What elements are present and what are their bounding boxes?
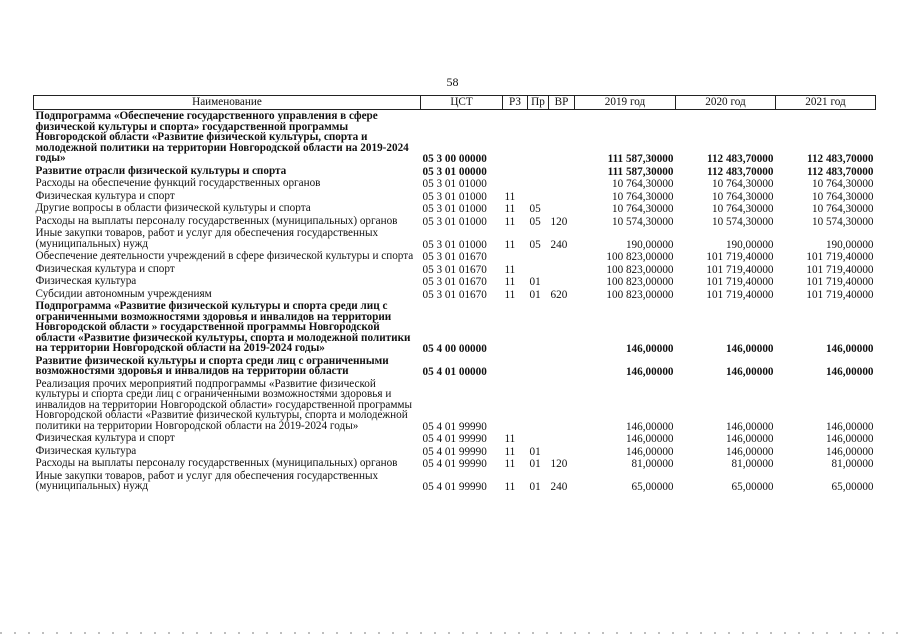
row-name: Реализация прочих мероприятий подпрограммы «Развитие физической культуры и спорта среди лиц с ограниченными возможностями здоровья и инвалидов на территории Новгородской области» государственной программы Новгородской области «Развитие физической культуры, спорта и молодежной политики на территории Новгородской области на 2019-2024 годы» <box>35 377 413 432</box>
row-pr: 01 <box>529 458 541 470</box>
row-2021: 146,00000 <box>825 366 874 378</box>
row-2020: 146,00000 <box>725 343 774 355</box>
row-name: Физическая культура и спорт <box>35 432 175 444</box>
table-row <box>34 378 876 433</box>
row-cst: 05 4 01 00000 <box>422 366 487 378</box>
row-2019: 146,00000 <box>625 366 674 378</box>
row-vr: 120 <box>550 458 568 470</box>
row-cst: 05 3 01 01670 <box>422 276 487 288</box>
row-cst: 05 3 01 01670 <box>422 263 487 276</box>
row-2021: 101 719,40000 <box>806 288 874 301</box>
row-cst: 05 3 01 01000 <box>422 215 487 228</box>
row-cst: 05 4 01 99990 <box>422 481 487 493</box>
row-2019: 100 823,00000 <box>606 251 674 263</box>
table-row <box>34 300 876 355</box>
row-pr <box>528 355 549 378</box>
table-row <box>34 250 876 263</box>
row-2021: 112 483,70000 <box>806 153 874 165</box>
row-vr: 120 <box>550 215 568 228</box>
row-2019: 65,00000 <box>631 481 674 493</box>
row-2019: 146,00000 <box>625 343 674 355</box>
header-rz: РЗ <box>503 96 528 110</box>
row-cst: 05 4 00 00000 <box>422 343 487 355</box>
header-vr: ВР <box>549 96 575 110</box>
row-pr <box>528 378 549 433</box>
row-vr <box>549 445 575 458</box>
row-2020: 101 719,40000 <box>706 288 774 301</box>
row-rz: 11 <box>504 190 516 203</box>
row-pr <box>528 190 549 203</box>
row-2019: 190,00000 <box>625 238 674 251</box>
row-rz <box>503 250 528 263</box>
row-name: Иные закупки товаров, работ и услуг для обеспечения государственных (муниципальных) нужд <box>35 469 379 492</box>
row-2019: 111 587,30000 <box>607 165 674 178</box>
row-cst: 05 3 01 01000 <box>422 190 487 203</box>
row-2020: 112 483,70000 <box>706 153 774 165</box>
row-pr: 01 <box>529 288 541 301</box>
row-rz: 11 <box>504 276 516 288</box>
row-pr: 01 <box>529 445 541 458</box>
table-row <box>34 190 876 203</box>
row-pr <box>528 263 549 276</box>
row-rz <box>503 378 528 433</box>
row-rz: 11 <box>504 238 516 251</box>
row-cst: 05 3 01 00000 <box>422 165 487 178</box>
table-row <box>34 177 876 190</box>
table-row <box>34 355 876 378</box>
row-rz <box>503 110 528 165</box>
row-2021: 146,00000 <box>825 445 874 458</box>
row-name: Физическая культура <box>35 275 137 287</box>
row-cst: 05 3 01 01000 <box>422 238 487 251</box>
header-2021: 2021 год <box>776 96 876 110</box>
row-pr <box>528 110 549 165</box>
row-2021: 10 764,30000 <box>811 203 874 215</box>
row-cst: 05 3 01 01000 <box>422 203 487 215</box>
row-2019: 10 764,30000 <box>611 190 674 203</box>
row-cst: 05 4 01 99990 <box>422 420 487 433</box>
row-vr <box>549 300 575 355</box>
row-vr <box>549 190 575 203</box>
row-name: Субсидии автономным учреждениям <box>35 287 212 300</box>
row-2020: 146,00000 <box>725 420 774 433</box>
row-pr <box>528 177 549 190</box>
row-2021: 10 764,30000 <box>811 178 874 190</box>
row-2019: 10 764,30000 <box>611 203 674 215</box>
row-2020: 101 719,40000 <box>706 263 774 276</box>
row-name: Другие вопросы в области физической культуры и спорта <box>35 202 311 214</box>
table-row <box>34 215 876 228</box>
table-row <box>34 457 876 470</box>
row-name: Расходы на выплаты персоналу государственных (муниципальных) органов <box>35 214 398 227</box>
row-pr: 05 <box>529 215 541 228</box>
table-row <box>34 202 876 215</box>
row-2019: 146,00000 <box>625 420 674 433</box>
row-rz: 11 <box>504 445 516 458</box>
row-2020: 10 764,30000 <box>711 190 774 203</box>
row-rz: 11 <box>504 433 516 445</box>
row-2020: 146,00000 <box>725 433 774 445</box>
row-vr: 240 <box>550 238 568 251</box>
row-vr: 620 <box>550 288 568 301</box>
row-2021: 112 483,70000 <box>806 165 874 178</box>
row-2021: 146,00000 <box>825 433 874 445</box>
row-pr: 05 <box>529 203 541 215</box>
row-vr <box>549 275 575 288</box>
row-pr: 01 <box>529 481 541 493</box>
row-2019: 146,00000 <box>625 445 674 458</box>
row-2021: 10 574,30000 <box>811 215 874 228</box>
row-vr <box>549 202 575 215</box>
row-name: Расходы на выплаты персоналу государственных (муниципальных) органов <box>35 457 398 469</box>
row-vr <box>549 165 575 178</box>
budget-table <box>33 95 876 493</box>
row-name: Подпрограмма «Обеспечение государственного управления в сфере физической культуры и спорта» государственной программы Новгородской области «Развитие физической культуры, спорта и молодежной политики на территории Новгородской области на 2019-2024 годы» <box>35 110 409 164</box>
table-row <box>34 288 876 301</box>
row-name: Обеспечение деятельности учреждений в сфере физической культуры и спорта <box>35 250 414 262</box>
row-rz: 11 <box>504 288 516 301</box>
row-2021: 65,00000 <box>831 481 874 493</box>
table-row <box>34 275 876 288</box>
row-2020: 10 764,30000 <box>711 178 774 190</box>
row-vr <box>549 432 575 445</box>
row-2019: 81,00000 <box>631 458 674 470</box>
header-name: Наименование <box>34 96 421 110</box>
row-2019: 100 823,00000 <box>606 263 674 276</box>
header-pr: Пр <box>528 96 549 110</box>
table-row <box>34 432 876 445</box>
row-pr <box>528 165 549 178</box>
header-2020: 2020 год <box>676 96 776 110</box>
row-rz: 11 <box>504 458 516 470</box>
row-cst: 05 3 01 01000 <box>422 178 487 190</box>
row-pr: 01 <box>529 276 541 288</box>
row-2020: 146,00000 <box>725 366 774 378</box>
row-rz <box>503 165 528 178</box>
row-2020: 65,00000 <box>731 481 774 493</box>
row-cst: 05 3 01 01670 <box>422 251 487 263</box>
row-vr: 240 <box>550 481 568 493</box>
row-2021: 101 719,40000 <box>806 251 874 263</box>
row-vr <box>549 177 575 190</box>
row-name: Расходы на обеспечение функций государственных органов <box>35 177 321 189</box>
row-name: Подпрограмма «Развитие физической культуры и спорта среди лиц с ограниченными возможностями здоровья и инвалидов на территории Новгородской области » государственной программы Новгородской области «Развитие физической культуры, спорта и молодежной политики на территории Новгородской области на 2019-2024 годы» <box>35 300 411 354</box>
row-2020: 101 719,40000 <box>706 251 774 263</box>
table-body <box>34 110 876 493</box>
table-row <box>34 227 876 250</box>
row-2020: 10 574,30000 <box>711 215 774 228</box>
row-rz: 11 <box>504 263 516 276</box>
row-name: Физическая культура и спорт <box>35 189 175 202</box>
row-name: Физическая культура <box>35 444 137 457</box>
table-header-row <box>34 96 876 110</box>
row-vr <box>549 263 575 276</box>
row-vr <box>549 250 575 263</box>
table-row <box>34 165 876 178</box>
row-2021: 146,00000 <box>825 343 874 355</box>
row-vr <box>549 110 575 165</box>
table-row <box>34 470 876 493</box>
row-2021: 101 719,40000 <box>806 263 874 276</box>
row-name: Развитие отрасли физической культуры и спорта <box>35 164 287 177</box>
row-rz <box>503 300 528 355</box>
row-2019: 100 823,00000 <box>606 288 674 301</box>
row-rz: 11 <box>504 215 516 228</box>
row-2020: 146,00000 <box>725 445 774 458</box>
header-cst: ЦСТ <box>421 96 503 110</box>
row-2019: 100 823,00000 <box>606 276 674 288</box>
row-rz <box>503 177 528 190</box>
table-row <box>34 110 876 165</box>
row-cst: 05 4 01 99990 <box>422 433 487 445</box>
row-2019: 10 764,30000 <box>611 178 674 190</box>
header-2019: 2019 год <box>575 96 676 110</box>
row-vr <box>549 378 575 433</box>
row-2020: 190,00000 <box>725 238 774 251</box>
row-2021: 146,00000 <box>825 420 874 433</box>
row-2019: 111 587,30000 <box>607 153 674 165</box>
row-name: Иные закупки товаров, работ и услуг для обеспечения государственных (муниципальных) нужд <box>35 227 379 250</box>
row-2019: 10 574,30000 <box>611 215 674 228</box>
row-pr <box>528 300 549 355</box>
row-2021: 190,00000 <box>825 238 874 251</box>
scan-edge-artifact <box>0 632 905 634</box>
row-pr <box>528 250 549 263</box>
row-2019: 146,00000 <box>625 433 674 445</box>
row-2021: 101 719,40000 <box>806 276 874 288</box>
table-row <box>34 445 876 458</box>
row-2021: 10 764,30000 <box>811 190 874 203</box>
row-name: Физическая культура и спорт <box>35 262 175 275</box>
row-cst: 05 4 01 99990 <box>422 445 487 458</box>
row-pr: 05 <box>529 238 541 251</box>
page-number: 58 <box>446 75 459 89</box>
row-rz: 11 <box>504 481 516 493</box>
table-row <box>34 263 876 276</box>
row-pr <box>528 432 549 445</box>
row-2020: 10 764,30000 <box>711 203 774 215</box>
row-rz: 11 <box>504 203 516 215</box>
row-2020: 81,00000 <box>731 458 774 470</box>
row-cst: 05 3 00 00000 <box>422 153 487 165</box>
row-2020: 112 483,70000 <box>706 165 774 178</box>
row-vr <box>549 355 575 378</box>
row-2020: 101 719,40000 <box>706 276 774 288</box>
row-rz <box>503 355 528 378</box>
row-name: Развитие физической культуры и спорта среди лиц с ограниченными возможностями здоровья и инвалидов на территории области <box>35 354 389 377</box>
row-2021: 81,00000 <box>831 458 874 470</box>
row-cst: 05 4 01 99990 <box>422 458 487 470</box>
row-cst: 05 3 01 01670 <box>422 288 487 301</box>
